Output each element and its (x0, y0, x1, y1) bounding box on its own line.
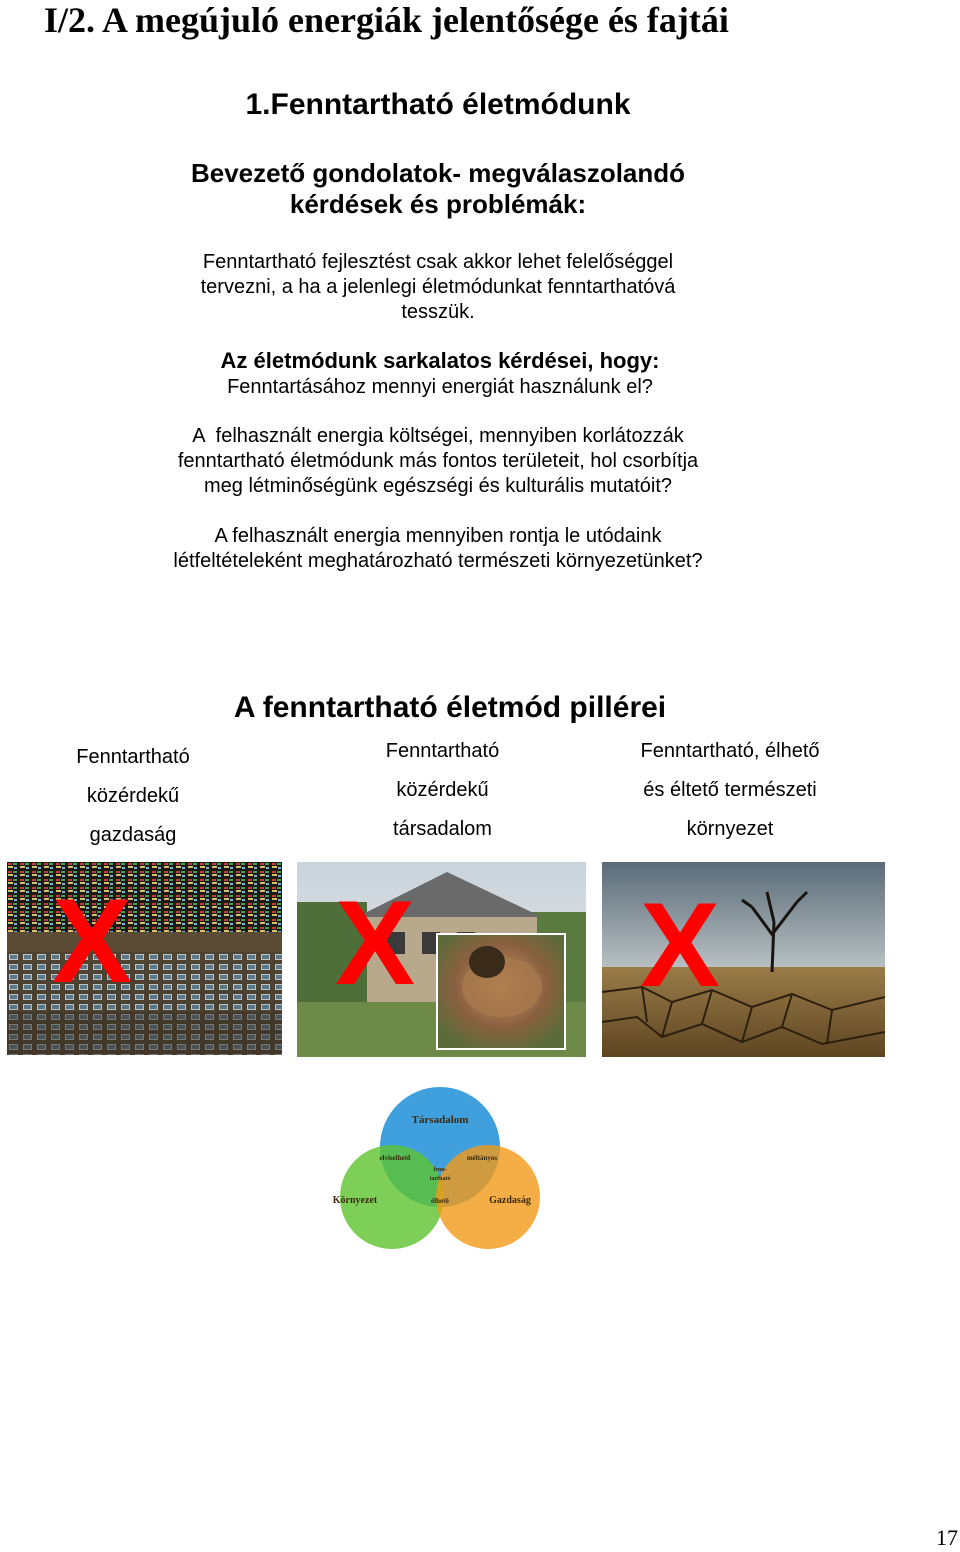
questions-title: Az életmódunk sarkalatos kérdései, hogy: (220, 348, 660, 373)
intro-title-line2: kérdések és problémák: (289, 189, 587, 219)
intro-paragraph-line1: Fenntartható fejlesztést csak akkor lehet felelőséggel (202, 251, 674, 273)
question-3 (80, 524, 796, 574)
drought-photo (602, 862, 885, 1057)
question-1: Fenntartásához mennyi energiát használunk el? (227, 376, 653, 398)
venn-label-overlap-top-right: méltányos (466, 1154, 498, 1162)
question-2-line1: A felhasznált energia költségei, mennyiben korlátozzák (192, 425, 684, 447)
intro-title-line1: Bevezető gondolatok- megválaszolandó (190, 158, 686, 188)
venn-label-society: Társadalom (411, 1114, 469, 1126)
question-2 (80, 424, 796, 499)
cross-mark: X (639, 878, 721, 1012)
pillar-society-line1: Fenntartható (385, 740, 500, 762)
intro-paragraph-line2: tervezni, a ha a jelenlegi életmódunkat fenntarthatóvá (200, 276, 676, 298)
pillar-economy-line3: gazdaság (89, 824, 177, 846)
questions-block (0, 348, 880, 400)
pillar-environment-line1: Fenntartható, élhető (640, 740, 820, 762)
venn-label-economy: Gazdaság (489, 1195, 531, 1206)
section-title: 1.Fenntartható életmódunk (245, 88, 631, 121)
house-and-child-photo (297, 862, 586, 1057)
pillar-environment (600, 732, 860, 849)
question-3-line1: A felhasznált energia mennyiben rontja le utódaink (214, 525, 662, 547)
venn-label-overlap-bottom: élhető (431, 1197, 449, 1205)
venn-label-center-line2: tartható (429, 1176, 451, 1182)
page-heading: I/2. A megújuló energiák jelentősége és fajtái (44, 0, 729, 40)
cross-mark: X (334, 876, 416, 1010)
pillar-economy (38, 738, 228, 855)
pillar-society-line3: társadalom (393, 818, 492, 840)
pillars-title: A fenntartható életmód pillérei (233, 691, 667, 724)
pillar-environment-line3: környezet (686, 818, 774, 840)
pillar-environment-line2: és éltető természeti (643, 779, 817, 801)
venn-label-center-line1: fenn- (433, 1167, 447, 1173)
stock-exchange-photo (7, 862, 282, 1055)
intro-paragraph (100, 250, 776, 325)
page-number: 17 (936, 1525, 958, 1550)
pillar-society (340, 732, 545, 849)
venn-label-environment: Környezet (332, 1195, 378, 1206)
question-2-line2: fenntartható életmódunk más fontos területeit, hol csorbítja (177, 450, 699, 472)
intro-title (0, 158, 876, 220)
sustainability-venn-diagram (300, 1085, 580, 1250)
pillar-society-line2: közérdekű (396, 779, 489, 801)
pillar-economy-line1: Fenntartható (76, 746, 190, 768)
cross-mark: X (51, 874, 133, 1008)
question-3-line2: létfeltételeként meghatározható természeti környezetünket? (173, 550, 703, 572)
question-2-line3: meg létminőségünk egészségi és kulturális mutatóit? (203, 475, 673, 497)
intro-paragraph-line3: tesszük. (401, 301, 475, 323)
pillar-economy-line2: közérdekű (86, 785, 180, 807)
venn-label-overlap-top-left: elviselhető (379, 1154, 411, 1162)
